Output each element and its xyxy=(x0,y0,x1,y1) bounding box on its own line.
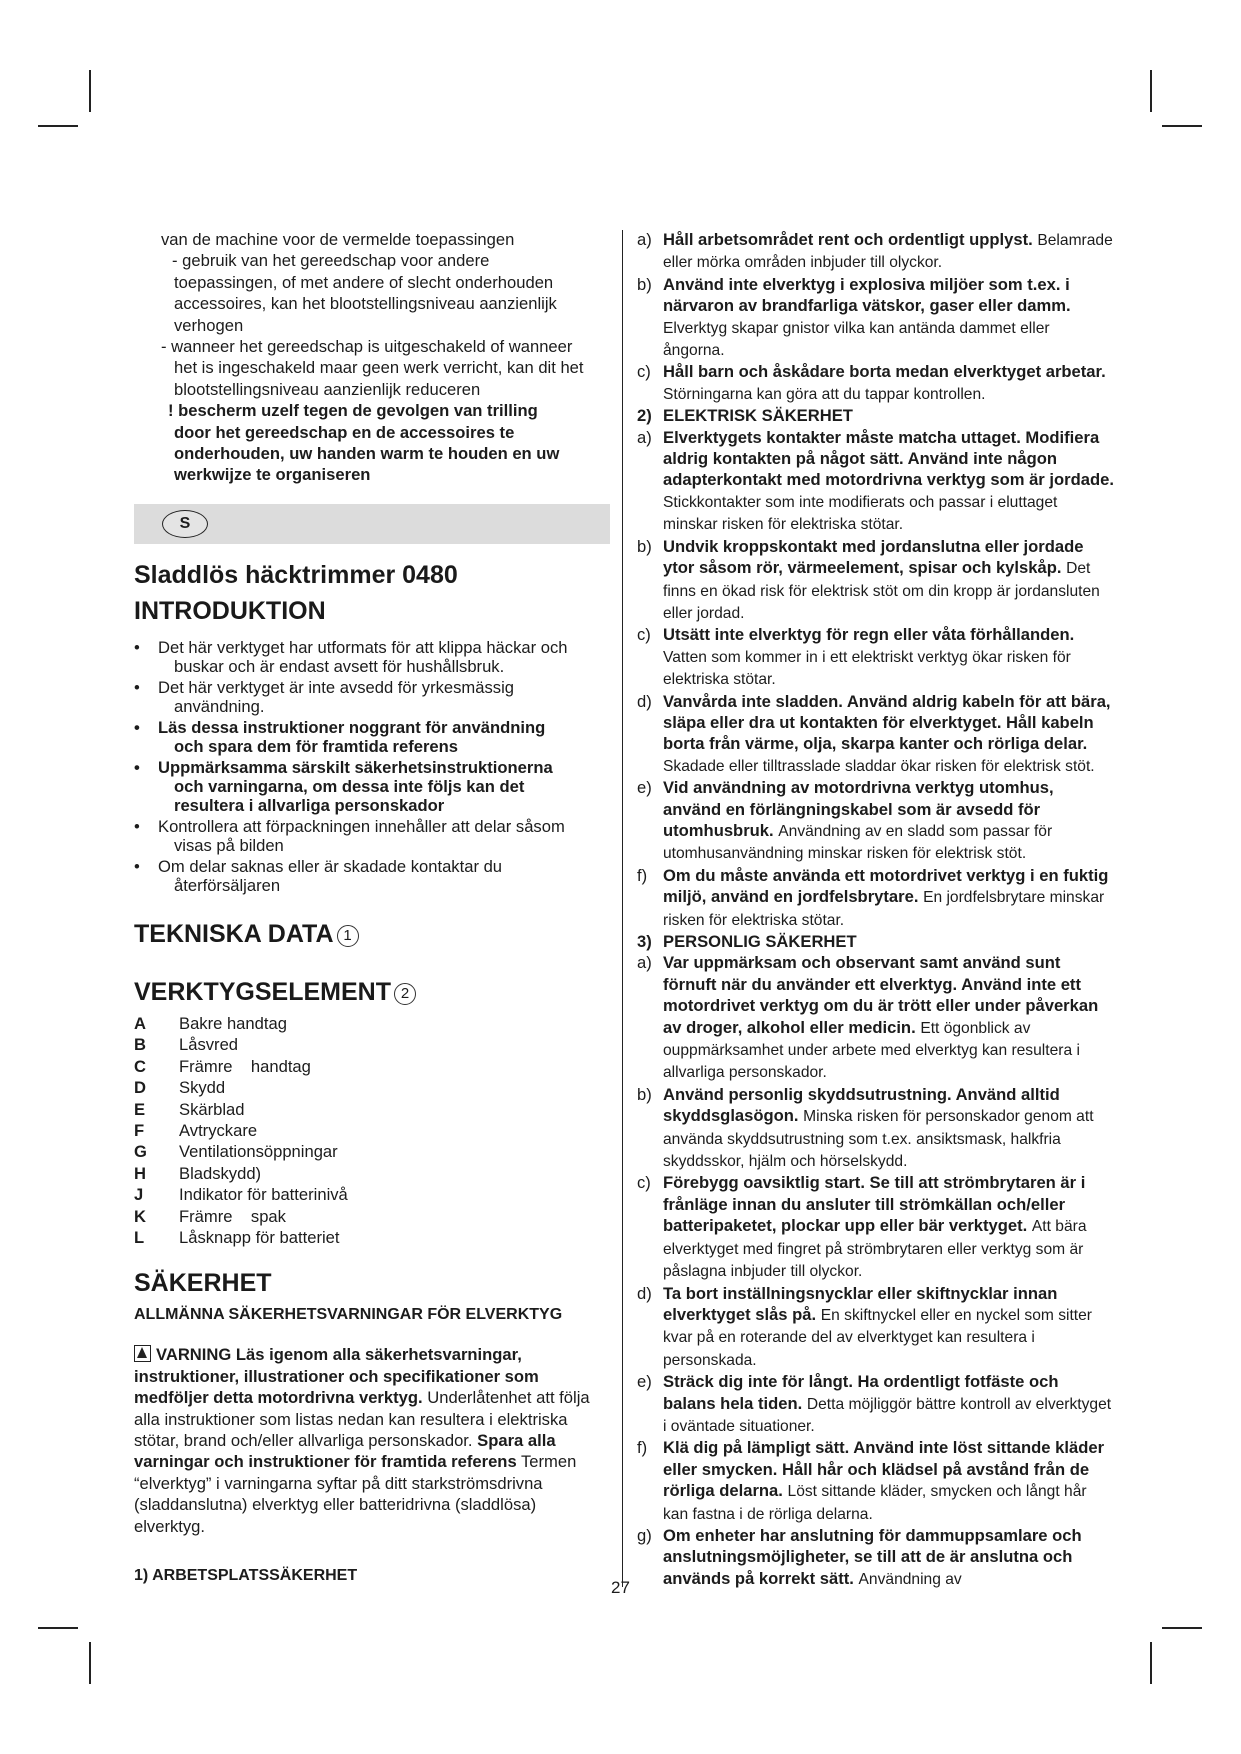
nl-intro: van de machine voor de vermelde toepassingen xyxy=(161,230,515,249)
part-key: C xyxy=(134,1056,146,1076)
warning-text: Underlåtenhet att följa alla instruktioner som listas nedan kan resultera i elektriska stötar, brand och/eller allvarliga personskador. xyxy=(134,1388,590,1450)
part-key: D xyxy=(134,1078,146,1098)
part-row xyxy=(134,1227,610,1248)
warning-bold-text: Spara alla varningar och instruktioner för framtida referens xyxy=(134,1430,556,1472)
list-item xyxy=(134,678,610,716)
tech-data-heading xyxy=(134,917,610,951)
item-bold: Utsätt inte elverktyg för regn eller våta förhållanden. xyxy=(663,625,1075,645)
item-text: Löst sittande kläder, smycken och långt hår kan fastna i de rörliga delarna. xyxy=(663,1483,1087,1523)
part-row xyxy=(134,1184,610,1205)
item-bold: Var uppmärksam och observant samt använd sunt förnuft när du använder ett elverktyg. Använd inte ett motordrivet verktyg om du är trött eller under påverkan av droger, alkohol eller medicin. xyxy=(663,953,1099,1037)
workplace-heading: 1) ARBETSPLATSSÄKERHET xyxy=(134,1567,358,1584)
safety-item xyxy=(637,691,1115,778)
item-text: Att bära elverktyget med fingret på strömbrytaren eller verktyg som är påslagna inbjuder till olyckor. xyxy=(663,1218,1087,1281)
safety-item xyxy=(637,274,1115,362)
crop-mark xyxy=(1150,1642,1152,1684)
nl-line: het is ingeschakeld maar geen werk verricht, kan dit het xyxy=(174,358,584,378)
list-item xyxy=(134,718,610,756)
safety-item xyxy=(637,536,1115,625)
nl-line: door het gereedschap en de accessoires te xyxy=(174,422,515,442)
item-label: a) xyxy=(637,953,652,973)
part-key: B xyxy=(134,1035,146,1055)
safety-item xyxy=(637,1283,1115,1372)
item-text: En skiftnyckel eller en nyckel som sitter kvar på en roterande del av elverktyget kan resultera i personskada. xyxy=(663,1306,1093,1369)
part-label: Bakre handtag xyxy=(179,1013,287,1033)
item-bold: Förebygg oavsiktlig start. Se till att strömbrytaren är i frånläge innan du ansluter till strömkällan och/eller batteripaketet, plockar upp eller bär verktyget. xyxy=(663,1173,1086,1236)
parts-list xyxy=(134,1013,610,1248)
part-label: Ventilationsöppningar xyxy=(179,1142,338,1162)
nl-line: - wanneer het gereedschap is uitgeschakeld of wanneer xyxy=(161,337,573,357)
item-bold: Ta bort inställningsnycklar eller skiftnycklar innan elverktyget slås på. xyxy=(663,1283,1058,1324)
parts-title: VERKTYGSELEMENT xyxy=(134,977,391,1006)
item-label: f) xyxy=(637,865,648,885)
item-bold: Om du måste använda ett motordrivet verktyg i en fuktig miljö, använd en jordfelsbrytare. xyxy=(663,865,1109,907)
item-label: e) xyxy=(637,1372,652,1392)
part-label: Främre spak xyxy=(179,1206,286,1226)
warning-icon xyxy=(134,1345,151,1362)
crop-mark xyxy=(1162,1627,1202,1629)
item-label: b) xyxy=(637,274,652,294)
safety-item xyxy=(637,1371,1115,1437)
part-row xyxy=(134,1034,610,1055)
part-key: G xyxy=(134,1142,147,1162)
safety-item xyxy=(637,427,1115,536)
item-bold: Använd personlig skyddsutrustning. Använd alltid skyddsglasögon. xyxy=(663,1084,1060,1126)
part-label: Skärblad xyxy=(179,1099,245,1119)
safety-item xyxy=(637,229,1115,274)
part-key: K xyxy=(134,1206,146,1226)
item-label: c) xyxy=(637,625,651,645)
item-text: Störningarna kan göra att du tappar kontrollen. xyxy=(663,385,986,403)
item-label: 2) xyxy=(637,406,652,426)
right-column xyxy=(637,229,1115,1590)
section-heading xyxy=(637,931,1115,952)
warning-bold-text: VARNING Läs igenom alla säkerhetsvarningar, instruktioner, illustrationer och specifikationer som medföljer detta motordrivna verktyg. xyxy=(134,1345,539,1408)
item-bold: Undvik kroppskontakt med jordanslutna eller jordade ytor såsom rör, värmeelement, spisar och kylskåp. xyxy=(663,536,1084,578)
bullet-text: Kontrollera att förpackningen innehåller att delar såsom xyxy=(158,816,565,836)
item-text: Stickkontakter som inte modifierats och passar i eluttaget minskar risken för elektriska stötar. xyxy=(663,493,1058,534)
section-heading xyxy=(637,405,1115,426)
item-text: Skadade eller tilltrasslade sladdar ökar risken för elektrisk stöt. xyxy=(663,757,1095,775)
bullet-text: återförsäljaren xyxy=(174,875,281,895)
item-bold: PERSONLIG SÄKERHET xyxy=(663,932,857,951)
safety-item xyxy=(637,624,1115,690)
bullet-text: och spara dem för framtida referens xyxy=(174,736,459,756)
nl-line: werkwijze te organiseren xyxy=(174,465,371,485)
parts-heading xyxy=(134,975,610,1009)
item-label: a) xyxy=(637,230,652,249)
warning-text: Termen “elverktyg” i varningarna syftar på ditt starkströmsdrivna (sladdanslutna) elverktyg eller batteridrivna (sladdlösa) elverktyg. xyxy=(134,1452,577,1536)
item-text: Detta möjliggör bättre kontroll av elverktyget i oväntade situationer. xyxy=(663,1395,1112,1435)
safety-item xyxy=(637,1084,1115,1173)
item-label: b) xyxy=(637,536,652,556)
bullet-text: Det här verktyget har utformats för att klippa häckar och xyxy=(158,637,568,657)
bullet-text: resultera i allvarliga personskador xyxy=(174,795,445,815)
item-bold: Använd inte elverktyg i explosiva miljöer som t.ex. i närvaron av brandfarliga vätskor, gaser eller damm. xyxy=(663,274,1071,316)
item-label: e) xyxy=(637,778,652,798)
intro-list xyxy=(134,638,610,895)
safety-heading: SÄKERHET xyxy=(134,1269,272,1298)
item-bold: Håll arbetsområdet rent och ordentligt upplyst. xyxy=(663,230,1033,249)
item-text: Ett ögonblick av ouppmärksamhet under arbete med elverktyg kan resultera i allvarliga personskador. xyxy=(663,1019,1080,1082)
bullet-text: Om delar saknas eller är skadade kontaktar du xyxy=(158,856,503,876)
nl-line: - gebruik van het gereedschap voor andere xyxy=(172,251,490,271)
left-column xyxy=(134,229,610,1587)
part-label: Låsknapp för batteriet xyxy=(179,1227,340,1247)
part-row xyxy=(134,1013,610,1034)
crop-mark xyxy=(89,70,91,112)
bullet-text: visas på bilden xyxy=(174,835,284,855)
nl-line: toepassingen, of met andere of slecht onderhouden xyxy=(174,272,554,292)
part-label: Bladskydd) xyxy=(179,1163,262,1183)
nl-warning xyxy=(134,400,610,486)
item-text: Det finns en ökad risk för elektrisk stöt om din kropp är jordansluten eller jordad. xyxy=(663,560,1100,622)
item-text: Användning av en sladd som passar för utomhusanvändning minskar risken för elektrisk stöt. xyxy=(663,822,1053,863)
part-key: E xyxy=(134,1099,146,1119)
list-item xyxy=(134,857,610,895)
crop-mark xyxy=(38,1627,78,1629)
part-label: Indikator för batterinivå xyxy=(179,1185,348,1205)
bullet-text: Det här verktyget är inte avsedd för yrkesmässig xyxy=(158,677,514,697)
nl-line: accessoires, kan het blootstellingsniveau aanzienlijk xyxy=(174,294,557,314)
list-item xyxy=(134,817,610,855)
item-text: Minska risken för personskador genom att använda skyddsutrustning som t.ex. ansiktsmask, halkfria skyddsskor, hjälm och hörselskydd. xyxy=(663,1108,1094,1171)
figure-ref-1: 1 xyxy=(337,925,359,947)
part-label: Avtryckare xyxy=(179,1120,258,1140)
item-bold: Vid användning av motordrivna verktyg utomhus, använd en förlängningskabel som är avsedd för utomhusbruk. xyxy=(663,778,1054,840)
part-label: Låsvred xyxy=(179,1035,239,1055)
item-label: 3) xyxy=(637,932,652,951)
item-bold: Vanvårda inte sladden. Använd aldrig kabeln för att bära, släpa eller dra ut kontakten för elverktyget. Håll kabeln borta från värme, olja, skarpa kanter och rörliga delar. xyxy=(663,691,1111,754)
bullet-text: användning. xyxy=(174,696,265,716)
list-item xyxy=(134,638,610,676)
nl-line: verhogen xyxy=(174,315,244,335)
item-bold: ELEKTRISK SÄKERHET xyxy=(663,406,853,426)
item-label: c) xyxy=(637,362,651,382)
part-row xyxy=(134,1056,610,1077)
intro-heading: INTRODUKTION xyxy=(134,596,326,625)
item-text: En jordfelsbrytare minskar risken för elektriska stötar. xyxy=(663,889,1105,929)
part-row xyxy=(134,1120,610,1141)
bullet-text: Uppmärksamma särskilt säkerhetsinstruktionerna xyxy=(158,757,553,777)
item-label: g) xyxy=(637,1525,652,1545)
column-divider xyxy=(622,230,623,1587)
item-label: b) xyxy=(637,1084,652,1104)
page-number: 27 xyxy=(611,1578,630,1597)
safety-item xyxy=(637,777,1115,865)
figure-ref-2: 2 xyxy=(394,983,416,1005)
safety-item xyxy=(637,952,1115,1083)
item-bold: Elverktygets kontakter måste matcha uttaget. Modifiera aldrig kontakten på något sätt. Använd inte någon adapterkontakt med motordrivna verktyg som är jordade. xyxy=(663,427,1114,490)
item-bold: Klä dig på lämpligt sätt. Använd inte löst sittande kläder eller smycken. Håll hår och klädsel på avstånd från de rörliga delarna. xyxy=(663,1438,1105,1501)
item-bold: Sträck dig inte för långt. Ha ordentligt fotfäste och balans hela tiden. xyxy=(663,1372,1059,1413)
nl-line: ! bescherm uzelf tegen de gevolgen van trilling xyxy=(168,401,538,421)
tech-data-title: TEKNISKA DATA xyxy=(134,919,334,948)
part-row xyxy=(134,1099,610,1120)
crop-mark xyxy=(38,125,78,127)
item-bold: Om enheter har anslutning för dammuppsamlare och anslutningsmöjligheter, se till att de är anslutna och används på korrekt sätt. xyxy=(663,1525,1082,1588)
nl-line: onderhouden, uw handen warm te houden en uw xyxy=(174,444,560,464)
item-text: Elverktyg skapar gnistor vilka kan antända dammet eller ångorna. xyxy=(663,319,1050,360)
part-row xyxy=(134,1141,610,1162)
part-row xyxy=(134,1206,610,1227)
safety-subheading: ALLMÄNNA SÄKERHETSVARNINGAR FÖR ELVERKTYG xyxy=(134,1306,563,1324)
safety-item xyxy=(637,865,1115,931)
list-item xyxy=(134,758,610,815)
nl-line: blootstellingsniveau aanzienlijk reduceren xyxy=(174,379,481,399)
item-text: Belamrade eller mörka områden inbjuder till olyckor. xyxy=(663,232,1113,272)
item-label: f) xyxy=(637,1438,648,1458)
part-row xyxy=(134,1163,610,1184)
part-key: H xyxy=(134,1163,146,1183)
item-bold: Håll barn och åskådare borta medan elverktyget arbetar. xyxy=(663,362,1106,382)
part-key: J xyxy=(134,1185,144,1205)
bullet-text: och varningarna, om dessa inte följs kan det xyxy=(174,776,525,796)
safety-item xyxy=(637,361,1115,405)
nl-item-2 xyxy=(134,336,610,400)
product-title: Sladdlös häcktrimmer 0480 xyxy=(134,560,458,589)
crop-mark xyxy=(89,1642,91,1684)
item-label: d) xyxy=(637,691,652,711)
part-row xyxy=(134,1077,610,1098)
part-label: Skydd xyxy=(179,1078,226,1098)
safety-item xyxy=(637,1437,1115,1525)
item-label: a) xyxy=(637,427,652,447)
bullet-text: buskar och är endast avsett för hushållsbruk. xyxy=(174,656,505,676)
language-bar xyxy=(134,504,610,544)
nl-item-1 xyxy=(134,250,610,336)
crop-mark xyxy=(1162,125,1202,127)
bullet-text: Läs dessa instruktioner noggrant för användning xyxy=(158,717,546,737)
item-label: d) xyxy=(637,1283,652,1303)
general-warning xyxy=(134,1344,610,1537)
part-label: Främre handtag xyxy=(179,1056,311,1076)
part-key: F xyxy=(134,1120,145,1140)
item-text: Användning av xyxy=(858,1570,962,1588)
item-label: c) xyxy=(637,1173,651,1193)
safety-item xyxy=(637,1172,1115,1282)
item-text: Vatten som kommer in i ett elektriskt verktyg ökar risken för elektriska stötar. xyxy=(663,648,1071,689)
crop-mark xyxy=(1150,70,1152,112)
part-key: L xyxy=(134,1227,145,1247)
language-badge: S xyxy=(162,510,208,538)
part-key: A xyxy=(134,1013,146,1033)
